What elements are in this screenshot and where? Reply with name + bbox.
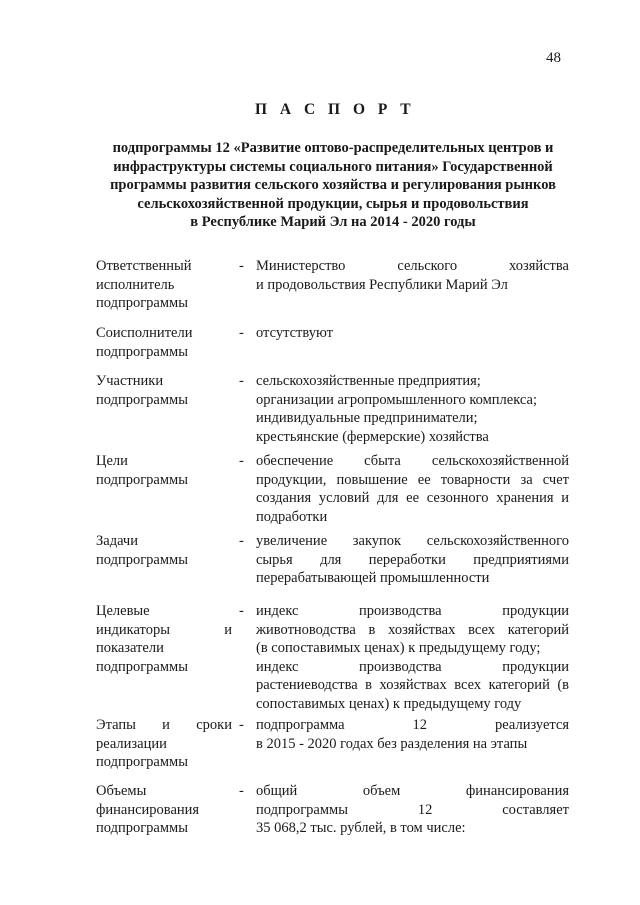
row-content xyxy=(256,716,569,753)
content-line: и продовольствия Республики Марий Эл xyxy=(256,276,508,293)
label-line: подпрограммы xyxy=(96,658,188,675)
row-label xyxy=(96,602,232,676)
content-line: индивидуальные предприниматели; xyxy=(256,410,478,426)
content-line: подработки xyxy=(256,508,328,525)
label-line: Соисполнители xyxy=(96,325,193,341)
row-content xyxy=(256,532,569,588)
separator-dash: - xyxy=(239,783,244,799)
content-line: растениеводства в хозяйствах всех категорий (в xyxy=(256,677,569,693)
label-line: подпрограммы xyxy=(96,754,188,770)
separator-dash: - xyxy=(239,603,244,619)
separator-dash: - xyxy=(239,533,244,549)
separator-dash: - xyxy=(239,325,244,341)
content-line: индекс производства продукции xyxy=(256,658,569,675)
row-label xyxy=(96,372,232,409)
content-line: продукции, повышение ее товарности за счет xyxy=(256,471,569,488)
row-label xyxy=(96,324,232,361)
label-line: Объемы xyxy=(96,783,147,799)
label-line: Задачи xyxy=(96,533,138,549)
row-label xyxy=(96,716,232,772)
label-line: Целевые xyxy=(96,603,150,619)
label-line: подпрограммы xyxy=(96,295,188,311)
label-line: исполнитель xyxy=(96,276,175,293)
content-line: организации агропромышленного комплекса; xyxy=(256,391,537,408)
content-line: животноводства в хозяйствах всех категорий xyxy=(256,621,569,638)
label-line: Ответственный xyxy=(96,258,192,274)
content-line: общий объем финансирования xyxy=(256,783,569,799)
content-line: 35 068,2 тыс. рублей, в том числе: xyxy=(256,820,466,836)
separator-dash: - xyxy=(239,453,244,469)
page-number: 48 xyxy=(546,50,561,66)
label-line: подпрограммы xyxy=(96,391,188,408)
row-content xyxy=(256,782,569,838)
content-line: Министерство сельского хозяйства xyxy=(256,258,569,274)
label-line: показатели xyxy=(96,640,164,656)
content-line: перерабатывающей промышленности xyxy=(256,570,490,586)
content-line: подпрограмма 12 реализуется xyxy=(256,717,569,733)
row-label xyxy=(96,452,232,489)
content-line: увеличение закупок сельскохозяйственного xyxy=(256,533,569,549)
row-content xyxy=(256,324,569,343)
label-line: Участники xyxy=(96,373,164,389)
document-title: П А С П О Р Т xyxy=(254,101,416,118)
content-line: создания условий для ее сезонного хранения и xyxy=(256,490,569,506)
row-label xyxy=(96,532,232,569)
content-line: крестьянские (фермерские) хозяйства xyxy=(256,428,489,445)
label-line: подпрограммы xyxy=(96,471,188,488)
separator-dash: - xyxy=(239,373,244,389)
subtitle-line: сельскохозяйственной продукции, сырья и продовольствия xyxy=(137,195,529,212)
content-line: сопоставимых ценах) к предыдущему году xyxy=(256,695,522,712)
row-label xyxy=(96,782,232,838)
subtitle-line: подпрограммы 12 «Развитие оптово-распределительных центров и xyxy=(112,140,554,156)
label-line: Цели xyxy=(96,453,128,469)
content-line: сельскохозяйственные предприятия; xyxy=(256,373,481,389)
content-line: в 2015 - 2020 годах без разделения на этапы xyxy=(256,735,528,752)
subtitle-line: инфраструктуры системы социального питания» Государственной xyxy=(113,158,553,175)
label-line: подпрограммы xyxy=(96,820,188,836)
row-content xyxy=(256,452,569,526)
label-line: подпрограммы xyxy=(96,343,188,360)
row-label xyxy=(96,257,232,313)
separator-dash: - xyxy=(239,258,244,274)
label-line: реализации xyxy=(96,735,167,752)
label-line: подпрограммы xyxy=(96,551,188,568)
content-line: отсутствуют xyxy=(256,325,333,341)
label-line: Этапы и сроки xyxy=(96,717,232,733)
separator-dash: - xyxy=(239,717,244,733)
subtitle-line: в Республике Марий Эл на 2014 - 2020 годы xyxy=(190,214,476,230)
content-line: индекс производства продукции xyxy=(256,603,569,619)
row-content xyxy=(256,372,569,446)
row-content xyxy=(256,257,569,294)
document-subtitle xyxy=(96,139,570,232)
content-line: (в сопоставимых ценах) к предыдущему году; xyxy=(256,640,541,656)
subtitle-line: программы развития сельского хозяйства и регулирования рынков xyxy=(110,177,556,193)
row-content xyxy=(256,602,569,713)
content-line: сырья для переработки предприятиями xyxy=(256,551,569,568)
content-line: обеспечение сбыта сельскохозяйственной xyxy=(256,453,569,469)
content-line: подпрограммы 12 составляет xyxy=(256,801,569,818)
label-line: финансирования xyxy=(96,801,200,818)
label-line: индикаторы и xyxy=(96,621,232,638)
